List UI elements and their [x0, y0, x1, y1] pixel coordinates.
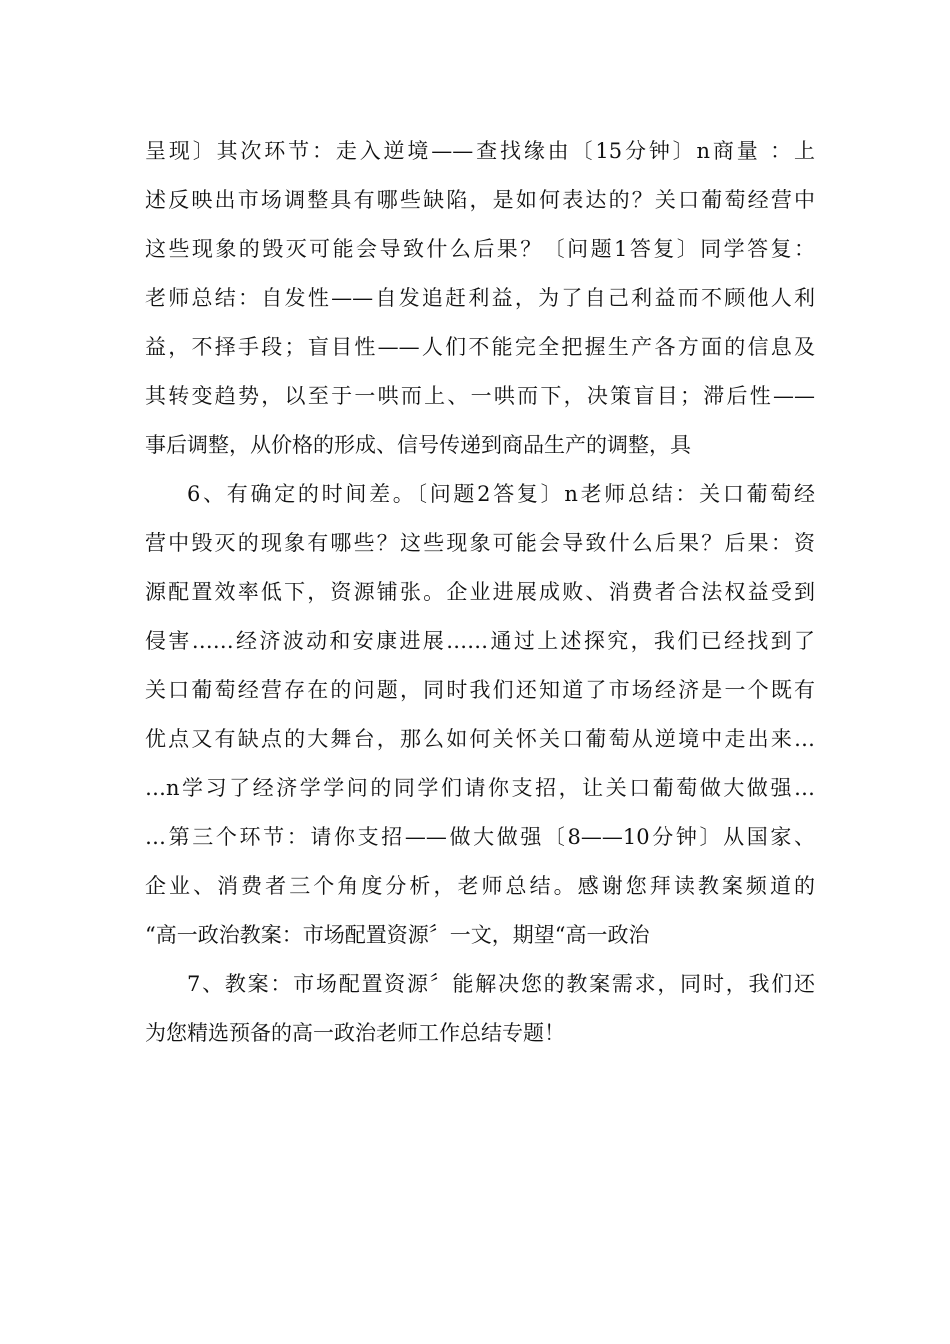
paragraph-1-line-7: 事后调整，从价格的形成、信号传递到商品生产的调整，具	[145, 433, 691, 457]
paragraph-1-line-3: 这些现象的毁灭可能会导致什么后果？〔问题1答复〕同学答复：	[145, 237, 815, 261]
paragraph-3-line-2: 为您精选预备的高一政治老师工作总结专题！	[145, 1021, 565, 1045]
paragraph-2-line-3: 源配置效率低下，资源铺张。企业进展成败、消费者合法权益受到	[145, 580, 815, 604]
paragraph-2-line-6: 优点又有缺点的大舞台，那么如何关怀关口葡萄从逆境中走出来…	[145, 727, 815, 751]
paragraph-2-line-5: 关口葡萄经营存在的问题，同时我们还知道了市场经济是一个既有	[145, 678, 815, 702]
paragraph-2-line-10: “高一政治教案：市场配置资源〞一文，期望“高一政治	[145, 923, 650, 947]
paragraph-1-line-6: 其转变趋势，以至于一哄而上、一哄而下，决策盲目；滞后性——	[145, 384, 815, 408]
paragraph-2-line-4: 侵害……经济波动和安康进展……通过上述探究，我们已经找到了	[145, 629, 815, 653]
paragraph-1-line-1: 呈现〕其次环节：走入逆境——查找缘由〔15分钟〕n商量 ：上	[145, 139, 815, 163]
paragraph-3-line-1: 7、教案：市场配置资源〞能解决您的教案需求，同时，我们还	[187, 972, 815, 996]
paragraph-2-line-1: 6、有确定的时间差。〔问题2答复〕n老师总结：关口葡萄经	[187, 482, 815, 506]
paragraph-1-line-5: 益，不择手段；盲目性——人们不能完全把握生产各方面的信息及	[145, 335, 815, 359]
paragraph-2-line-7: …n学习了经济学学问的同学们请你支招，让关口葡萄做大做强…	[145, 776, 815, 800]
paragraph-2-line-9: 企业、消费者三个角度分析，老师总结。感谢您拜读教案频道的	[145, 874, 815, 898]
paragraph-1-line-4: 老师总结：自发性——自发追赶利益，为了自己利益而不顾他人利	[145, 286, 815, 310]
paragraph-2-line-2: 营中毁灭的现象有哪些？这些现象可能会导致什么后果？后果：资	[145, 531, 815, 555]
paragraph-1-line-2: 述反映出市场调整具有哪些缺陷，是如何表达的？关口葡萄经营中	[145, 188, 815, 212]
paragraph-2-line-8: …第三个环节：请你支招——做大做强〔8——10分钟〕从国家、	[145, 825, 815, 849]
